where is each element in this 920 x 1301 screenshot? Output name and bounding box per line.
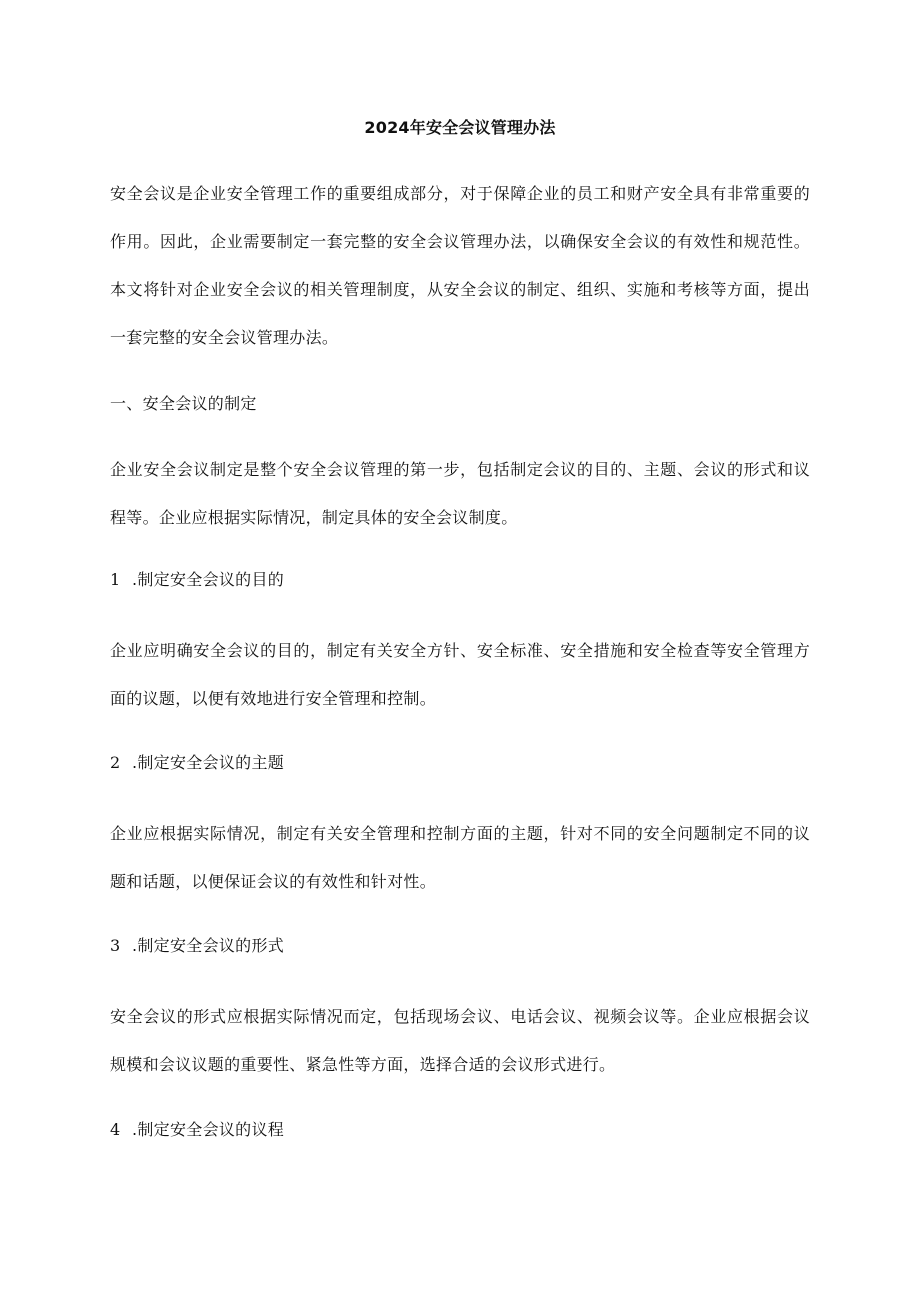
subsection-heading-2 [110,751,810,775]
subsection-3-paragraph: 安全会议的形式应根据实际情况而定，包括现场会议、电话会议、视频会议等。企业应根据会议规模和会议议题的重要性、紧急性等方面，选择合适的会议形式进行。 [110,1007,810,1074]
subsection-heading-1 [110,568,810,592]
subsection-number: 1 [110,570,121,589]
intro-paragraph: 安全会议是企业安全管理工作的重要组成部分，对于保障企业的员工和财产安全具有非常重要的作用。因此，企业需要制定一套完整的安全会议管理办法，以确保安全会议的有效性和规范性。本文将针对企业安全会议的相关管理制度，从安全会议的制定、组织、实施和考核等方面，提出一套完整的安全会议管理办法。 [110,184,810,347]
subsection-number: 4 [110,1120,121,1139]
subsection-title: .制定安全会议的目的 [132,570,285,589]
subsection-number: 2 [110,753,121,772]
subsection-title: .制定安全会议的形式 [132,936,285,955]
subsection-number: 3 [110,936,121,955]
section-heading-1: 一、安全会议的制定 [110,394,257,413]
subsection-title: .制定安全会议的主题 [132,753,285,772]
subsection-title: .制定安全会议的议程 [132,1120,285,1139]
subsection-1-paragraph: 企业应明确安全会议的目的，制定有关安全方针、安全标准、安全措施和安全检查等安全管理方面的议题，以便有效地进行安全管理和控制。 [110,641,810,708]
subsection-heading-4 [110,1118,810,1142]
section-1-paragraph: 企业安全会议制定是整个安全会议管理的第一步，包括制定会议的目的、主题、会议的形式和议程等。企业应根据实际情况，制定具体的安全会议制度。 [110,460,810,527]
subsection-heading-3 [110,934,810,958]
subsection-2-paragraph: 企业应根据实际情况，制定有关安全管理和控制方面的主题，针对不同的安全问题制定不同的议题和话题，以便保证会议的有效性和针对性。 [110,824,810,891]
document-title: 2024年安全会议管理办法 [364,118,556,137]
